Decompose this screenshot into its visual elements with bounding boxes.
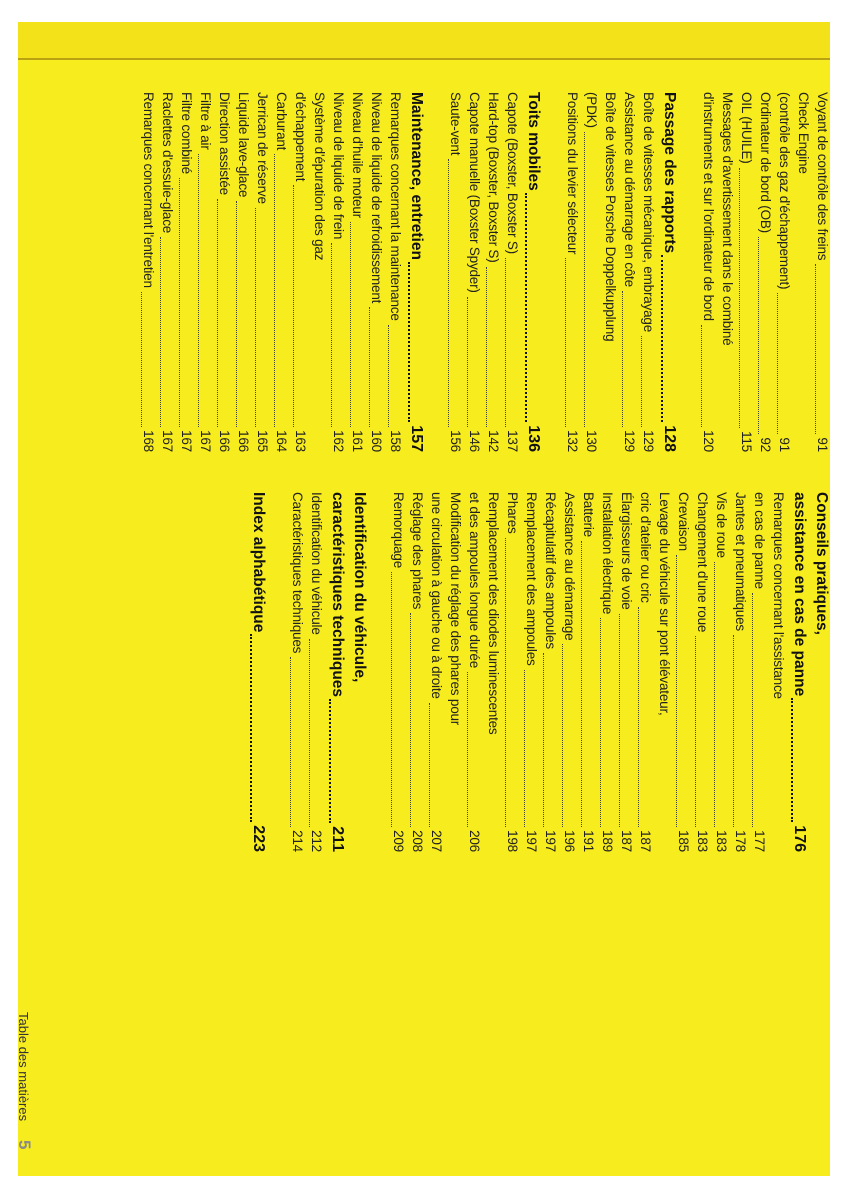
- entry-title: Niveau d'huile moteur: [350, 92, 365, 218]
- page-ref: 198: [505, 830, 520, 852]
- section-title: Toits mobiles: [525, 92, 542, 191]
- toc-entry[interactable]: [194, 92, 213, 452]
- entry-title: Caractéristiques techniques: [290, 492, 305, 654]
- toc-entry[interactable]: [561, 92, 580, 452]
- toc-entry[interactable]: [444, 492, 463, 852]
- page-ref: 158: [388, 430, 403, 452]
- toc-entry[interactable]: [697, 92, 716, 452]
- page-ref: 115: [739, 431, 754, 452]
- page-ref: 165: [255, 430, 270, 452]
- dot-leader: [739, 168, 740, 428]
- page-ref: 128: [661, 425, 678, 452]
- dot-leader: [255, 208, 256, 427]
- toc-entry[interactable]: [232, 92, 251, 452]
- entry-title: Remarques concernant l'entretien: [141, 92, 156, 288]
- entry-title: Jantes et pneumatiques: [733, 492, 748, 631]
- dot-leader: [714, 562, 715, 827]
- dot-leader: [467, 672, 468, 827]
- page-ref: 146: [467, 430, 482, 452]
- page-ref: 137: [505, 430, 520, 452]
- entry-title: Ordinateur de bord (OB): [758, 92, 773, 233]
- toc-entry[interactable]: [365, 92, 384, 452]
- entry-title: Filtre à air: [198, 92, 213, 150]
- toc-entry[interactable]: [463, 92, 482, 452]
- entry-title: Levage du véhicule sur pont élévateur,: [657, 492, 672, 716]
- page-ref: 163: [293, 430, 308, 452]
- entry-title: cric d'atelier ou cric: [638, 492, 653, 603]
- page-ref: 91: [815, 437, 830, 452]
- page-ref: 168: [141, 430, 156, 452]
- dot-leader: [329, 699, 331, 823]
- page-ref: 92: [758, 437, 773, 452]
- toc-entry[interactable]: [308, 92, 327, 452]
- dot-leader: [676, 555, 677, 827]
- dot-leader: [408, 262, 410, 422]
- entry-title: Jerrican de réserve: [255, 92, 270, 204]
- entry-title: Système d'épuration des gaz: [312, 92, 327, 261]
- section-title: Identification du véhicule,: [351, 492, 368, 683]
- toc-entry[interactable]: [289, 92, 308, 452]
- dot-leader: [758, 237, 759, 434]
- page-ref: 214: [290, 830, 305, 852]
- dot-leader: [141, 292, 142, 427]
- page-ref: 183: [695, 830, 710, 852]
- page-ref: 136: [525, 425, 542, 452]
- toc-entry[interactable]: [213, 92, 232, 452]
- entry-title: Saute-vent: [448, 92, 463, 156]
- toc-entry[interactable]: [773, 92, 792, 452]
- spacer: [368, 492, 387, 852]
- page-ref: 167: [198, 430, 213, 452]
- page-ref: 160: [369, 430, 384, 452]
- page-ref: 164: [274, 430, 289, 452]
- page-ref: 211: [329, 826, 346, 852]
- dot-leader: [619, 614, 620, 827]
- entry-title: Remorquage: [391, 492, 406, 569]
- entry-title: (contrôle des gaz d'échappement): [777, 92, 792, 290]
- entry-title: Crevaison: [676, 492, 691, 551]
- dot-leader: [815, 264, 816, 434]
- dot-leader: [309, 639, 310, 827]
- entry-title: Remarques concernant la maintenance: [388, 92, 403, 321]
- spacer: [267, 492, 286, 852]
- entry-title: Remplacement des diodes luminescentes: [486, 492, 501, 735]
- dot-leader: [250, 634, 252, 822]
- entry-title: Phares: [505, 492, 520, 534]
- entry-title: Positions du levier sélecteur: [565, 92, 580, 255]
- page-number: 5: [15, 1140, 34, 1150]
- section-title: Conseils pratiques,: [813, 492, 830, 635]
- entry-title: Assistance au démarrage: [562, 492, 577, 641]
- footer-label: Table des matières: [16, 1012, 31, 1122]
- toc-entry[interactable]: [811, 92, 830, 452]
- page-ref: 176: [791, 825, 808, 852]
- dot-leader: [179, 178, 180, 427]
- toc-entry[interactable]: [251, 92, 270, 452]
- toc-column-left: [137, 92, 830, 452]
- page-ref: 209: [391, 830, 406, 852]
- dot-leader: [467, 297, 468, 427]
- entry-title: Réglage des phares: [410, 492, 425, 610]
- entry-title: Carburant: [274, 92, 289, 151]
- page-ref: 187: [619, 830, 634, 852]
- toc-entry[interactable]: [599, 92, 618, 452]
- dot-leader: [217, 199, 218, 427]
- entry-title: Raclettes d'essuie-glace: [160, 92, 175, 234]
- entry-title: Messages d'avertissement dans le combiné: [720, 92, 735, 346]
- toc-entry[interactable]: [596, 492, 615, 852]
- toc-entry[interactable]: [482, 492, 501, 852]
- entry-title: Assistance au démarrage en côte: [622, 92, 637, 287]
- toc-entry[interactable]: [137, 92, 156, 452]
- toc-entry[interactable]: [286, 492, 305, 852]
- toc-section-heading[interactable]: [520, 92, 542, 452]
- page-ref: 166: [217, 430, 232, 452]
- page-ref: 197: [543, 830, 558, 852]
- dot-leader: [391, 572, 392, 827]
- toc-entry[interactable]: [327, 92, 346, 452]
- dot-leader: [369, 307, 370, 427]
- toc-entry[interactable]: [735, 92, 754, 452]
- page-sheet: [15, 22, 830, 1176]
- toc-entry[interactable]: [305, 492, 324, 852]
- dot-leader: [429, 703, 430, 827]
- toc-entry[interactable]: [520, 492, 539, 852]
- entry-title: OIL (HUILE): [739, 92, 754, 164]
- page-ref: 91: [777, 437, 792, 452]
- toc-section-heading[interactable]: [324, 492, 346, 852]
- dot-leader: [350, 222, 351, 427]
- toc-entry[interactable]: [637, 92, 656, 452]
- entry-title: Hard-top (Boxster, Boxster S): [486, 92, 501, 263]
- toc-section-heading[interactable]: [346, 492, 368, 852]
- dot-leader: [543, 653, 544, 827]
- page-ref: 196: [562, 830, 577, 852]
- dot-leader: [562, 644, 563, 827]
- entry-title: et des ampoules longue durée: [467, 492, 482, 669]
- dot-leader: [733, 635, 734, 827]
- dot-leader: [622, 291, 623, 427]
- toc-entry[interactable]: [618, 92, 637, 452]
- entry-title: d'échappement: [293, 92, 308, 182]
- dot-leader: [600, 618, 601, 827]
- spacer: [425, 92, 444, 452]
- entry-title: Changement d'une roue: [695, 492, 710, 633]
- dot-leader: [525, 193, 527, 422]
- dot-leader: [661, 255, 663, 422]
- entry-title: Voyant de contrôle des freins: [815, 92, 830, 261]
- entry-title: d'instruments et sur l'ordinateur de bord: [701, 92, 716, 321]
- toc-entry[interactable]: [384, 92, 403, 452]
- toc-section-heading[interactable]: [808, 492, 830, 852]
- entry-title: Niveau de liquide de refroidissement: [369, 92, 384, 304]
- entry-title: Élargisseurs de voie: [619, 492, 634, 610]
- toc-section-heading[interactable]: [245, 492, 267, 852]
- dot-leader: [274, 154, 275, 427]
- entry-title: Remplacement des ampoules: [524, 492, 539, 666]
- toc-entry[interactable]: [482, 92, 501, 452]
- spacer: [678, 92, 697, 452]
- page-ref: 191: [581, 830, 596, 852]
- page-ref: 129: [641, 430, 656, 452]
- dot-leader: [752, 593, 753, 827]
- page-ref: 178: [733, 830, 748, 852]
- toc-entry[interactable]: [580, 92, 599, 452]
- dot-leader: [695, 636, 696, 827]
- dot-leader: [505, 538, 506, 827]
- entry-title: Direction assistée: [217, 92, 232, 195]
- dot-leader: [448, 159, 449, 427]
- toc-entry[interactable]: [691, 492, 710, 852]
- page-ref: 183: [714, 830, 729, 852]
- entry-title: Identification du véhicule: [309, 492, 324, 635]
- toc-entry[interactable]: [501, 492, 520, 852]
- toc-entry[interactable]: [634, 492, 653, 852]
- toc-entry[interactable]: [754, 92, 773, 452]
- page-ref: 166: [236, 430, 251, 452]
- toc-entry[interactable]: [672, 492, 691, 852]
- page-ref: 177: [752, 830, 767, 852]
- toc-entry[interactable]: [270, 92, 289, 452]
- dot-leader: [638, 607, 639, 827]
- toc-entry[interactable]: [577, 492, 596, 852]
- page-ref: 212: [309, 830, 324, 852]
- entry-title: Boîte de vitesses Porsche Doppelkupplung: [603, 92, 618, 342]
- page-ref: 187: [638, 830, 653, 852]
- toc-column-right: [245, 492, 830, 852]
- entry-title: Capote (Boxster, Boxster S): [505, 92, 520, 254]
- page-ref: 223: [250, 825, 267, 852]
- entry-title: Batterie: [581, 492, 596, 537]
- toc-entry[interactable]: [792, 92, 811, 452]
- dot-leader: [388, 325, 389, 427]
- toc-entry[interactable]: [387, 492, 406, 852]
- page-ref: 207: [429, 830, 444, 852]
- dot-leader: [791, 698, 793, 822]
- page-ref: 189: [600, 830, 615, 852]
- page-ref: 130: [584, 430, 599, 452]
- section-title: Maintenance, entretien: [408, 92, 425, 260]
- spacer: [542, 92, 561, 452]
- page-ref: 129: [622, 430, 637, 452]
- entry-title: Check Engine: [796, 92, 811, 174]
- page-ref: 167: [160, 430, 175, 452]
- dot-leader: [331, 243, 332, 427]
- entry-title: Liquide lave-glace: [236, 92, 251, 198]
- dot-leader: [565, 258, 566, 427]
- toc-entry[interactable]: [425, 492, 444, 852]
- toc-entry[interactable]: [501, 92, 520, 452]
- page-ref: 208: [410, 830, 425, 852]
- toc-entry[interactable]: [615, 492, 634, 852]
- dot-leader: [160, 237, 161, 427]
- page-ref: 132: [565, 430, 580, 452]
- entry-title: (PDK): [584, 92, 599, 128]
- toc-content: [15, 22, 830, 1176]
- entry-title: Filtre combiné: [179, 92, 194, 174]
- entry-title: Niveau de liquide de frein: [331, 92, 346, 240]
- toc-entry[interactable]: [748, 492, 767, 852]
- page-footer: [15, 1012, 34, 1162]
- toc-entry[interactable]: [406, 492, 425, 852]
- toc-entry[interactable]: [463, 492, 482, 852]
- page-ref: 142: [486, 430, 501, 452]
- dot-leader: [236, 201, 237, 427]
- toc-entry[interactable]: [710, 492, 729, 852]
- dot-leader: [581, 541, 582, 827]
- toc-section-heading[interactable]: [786, 492, 808, 852]
- dot-leader: [777, 293, 778, 434]
- page-ref: 162: [331, 430, 346, 452]
- entry-title: Capote manuelle (Boxster Spyder): [467, 92, 482, 293]
- dot-leader: [486, 267, 487, 427]
- dot-leader: [584, 132, 585, 427]
- entry-title: en cas de panne: [752, 492, 767, 589]
- dot-leader: [410, 613, 411, 827]
- page-ref: 120: [701, 430, 716, 452]
- toc-section-heading[interactable]: [403, 92, 425, 452]
- dot-leader: [293, 185, 294, 427]
- entry-title: Vis de roue: [714, 492, 729, 558]
- dot-leader: [524, 670, 525, 827]
- toc-entry[interactable]: [653, 492, 672, 852]
- entry-title: Boîte de vitesses mécanique, embrayage: [641, 92, 656, 333]
- dot-leader: [505, 258, 506, 427]
- entry-title: Remarques concernant l'assistance: [771, 492, 786, 699]
- page-ref: 167: [179, 430, 194, 452]
- page-ref: 197: [524, 830, 539, 852]
- dot-leader: [290, 657, 291, 827]
- toc-entry[interactable]: [729, 492, 748, 852]
- entry-title: une circulation à gauche ou à droite: [429, 492, 444, 699]
- entry-title: Récapitulatif des ampoules: [543, 492, 558, 649]
- page-ref: 206: [467, 830, 482, 852]
- toc-entry[interactable]: [558, 492, 577, 852]
- dot-leader: [701, 325, 702, 427]
- page-ref: 157: [408, 425, 425, 452]
- page-ref: 185: [676, 830, 691, 852]
- page-ref: 156: [448, 430, 463, 452]
- toc-entry[interactable]: [716, 92, 735, 452]
- toc-entry[interactable]: [156, 92, 175, 452]
- entry-title: Installation électrique: [600, 492, 615, 615]
- toc-entry[interactable]: [767, 492, 786, 852]
- toc-entry[interactable]: [346, 92, 365, 452]
- entry-title: Modification du réglage des phares pour: [448, 492, 463, 726]
- toc-entry[interactable]: [175, 92, 194, 452]
- dot-leader: [641, 336, 642, 427]
- toc-entry[interactable]: [539, 492, 558, 852]
- section-title: assistance en cas de panne: [791, 492, 808, 697]
- section-title: caractéristiques techniques: [329, 492, 346, 698]
- section-title: Passage des rapports: [661, 92, 678, 254]
- dot-leader: [198, 154, 199, 427]
- page-ref: 161: [350, 430, 365, 452]
- section-title: Index alphabétique: [250, 492, 267, 633]
- toc-section-heading[interactable]: [656, 92, 678, 452]
- toc-entry[interactable]: [444, 92, 463, 452]
